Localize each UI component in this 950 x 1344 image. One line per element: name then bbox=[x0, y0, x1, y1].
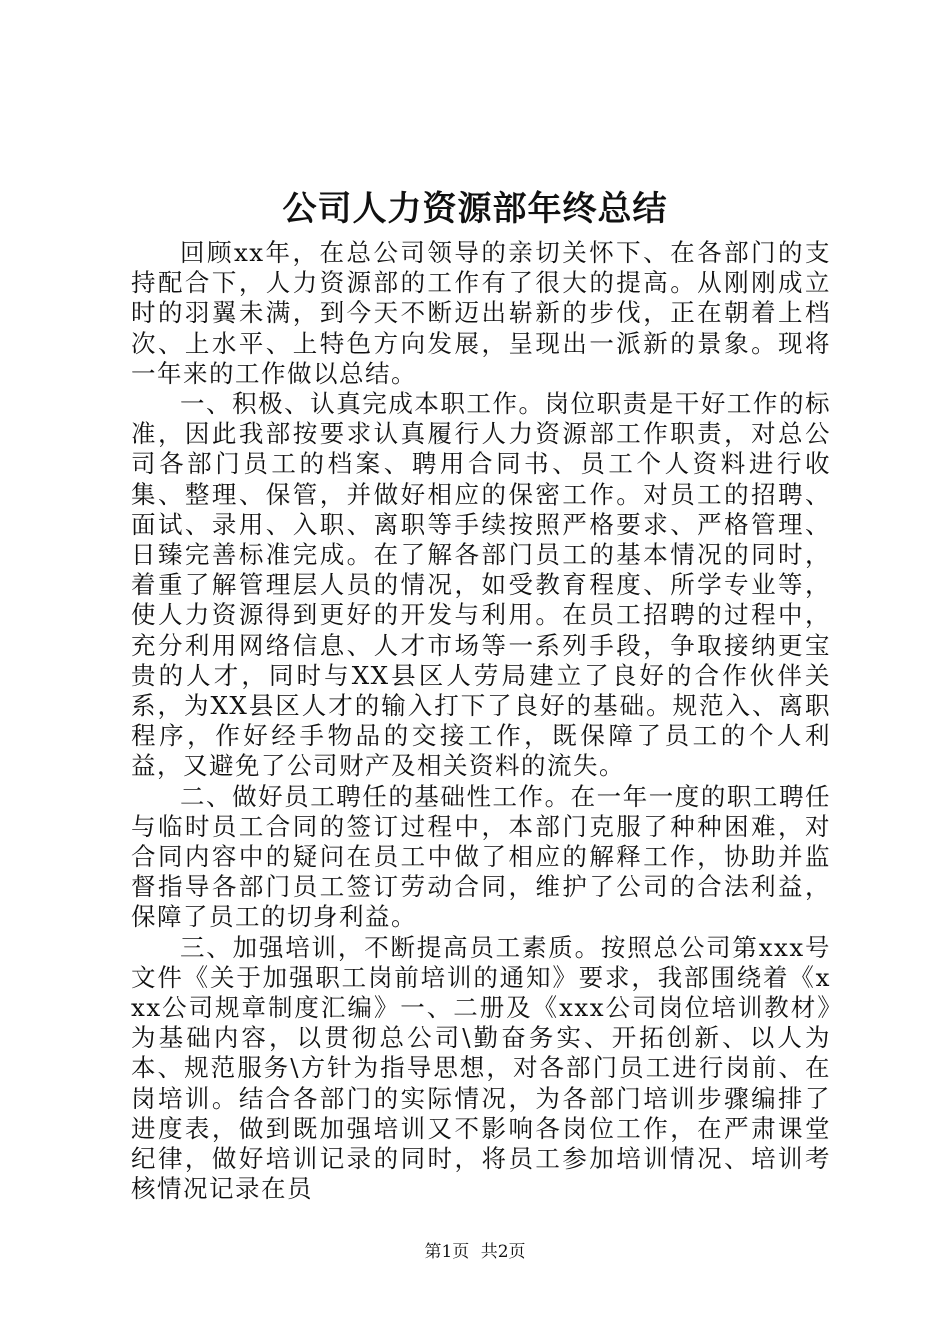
paragraph-intro: 回顾xx年，在总公司领导的亲切关怀下、在各部门的支持配合下，人力资源部的工作有了很大的提高。从刚刚成立时的羽翼未满，到今天不断迈出崭新的步伐，正在朝着上档次、上水平、上特色方向发展，呈现出一派新的景象。现将一年来的工作做以总结。 bbox=[131, 238, 831, 388]
document-body bbox=[131, 238, 831, 1205]
page-footer bbox=[0, 1240, 950, 1264]
document-title: 公司人力资源部年终总结 bbox=[282, 189, 668, 229]
page-total: 共2页 bbox=[480, 1242, 526, 1262]
paragraph-section-1: 一、积极、认真完成本职工作。岗位职责是干好工作的标准，因此我部按要求认真履行人力资源部工作职责，对总公司各部门员工的档案、聘用合同书、员工个人资料进行收集、整理、保管，并做好相应的保密工作。对员工的招聘、面试、录用、入职、离职等手续按照严格要求、严格管理、日臻完善标准完成。在了解各部门员工的基本情况的同时，着重了解管理层人员的情况，如受教育程度、所学专业等，使人力资源得到更好的开发与利用。在员工招聘的过程中，充分利用网络信息、人才市场等一系列手段，争取接纳更宝贵的人才，同时与XX县区人劳局建立了良好的合作伙伴关系，为XX县区人才的输入打下了良好的基础。规范入、离职程序，作好经手物品的交接工作，既保障了员工的个人利益，又避免了公司财产及相关资料的流失。 bbox=[131, 389, 831, 781]
paragraph-section-3: 三、加强培训，不断提高员工素质。按照总公司第xxx号文件《关于加强职工岗前培训的通知》要求，我部围绕着《xxx公司规章制度汇编》一、二册及《xxx公司岗位培训教材》为基础内容，以贯彻总公司\勤奋务实、开拓创新、以人为本、规范服务\方针为指导思想，对各部门员工进行岗前、在岗培训。结合各部门的实际情况，为各部门培训步骤编排了进度表，做到既加强培训又不影响各岗位工作，在严肃课堂纪律，做好培训记录的同时，将员工参加培训情况、培训考核情况记录在员 bbox=[131, 932, 831, 1204]
paragraph-section-2: 二、做好员工聘任的基础性工作。在一年一度的职工聘任与临时员工合同的签订过程中，本部门克服了种种困难，对合同内容中的疑问在员工中做了相应的解释工作，协助并监督指导各部门员工签订劳动合同，维护了公司的合法利益，保障了员工的切身利益。 bbox=[131, 781, 831, 932]
page-number: 第1页 bbox=[424, 1242, 470, 1262]
